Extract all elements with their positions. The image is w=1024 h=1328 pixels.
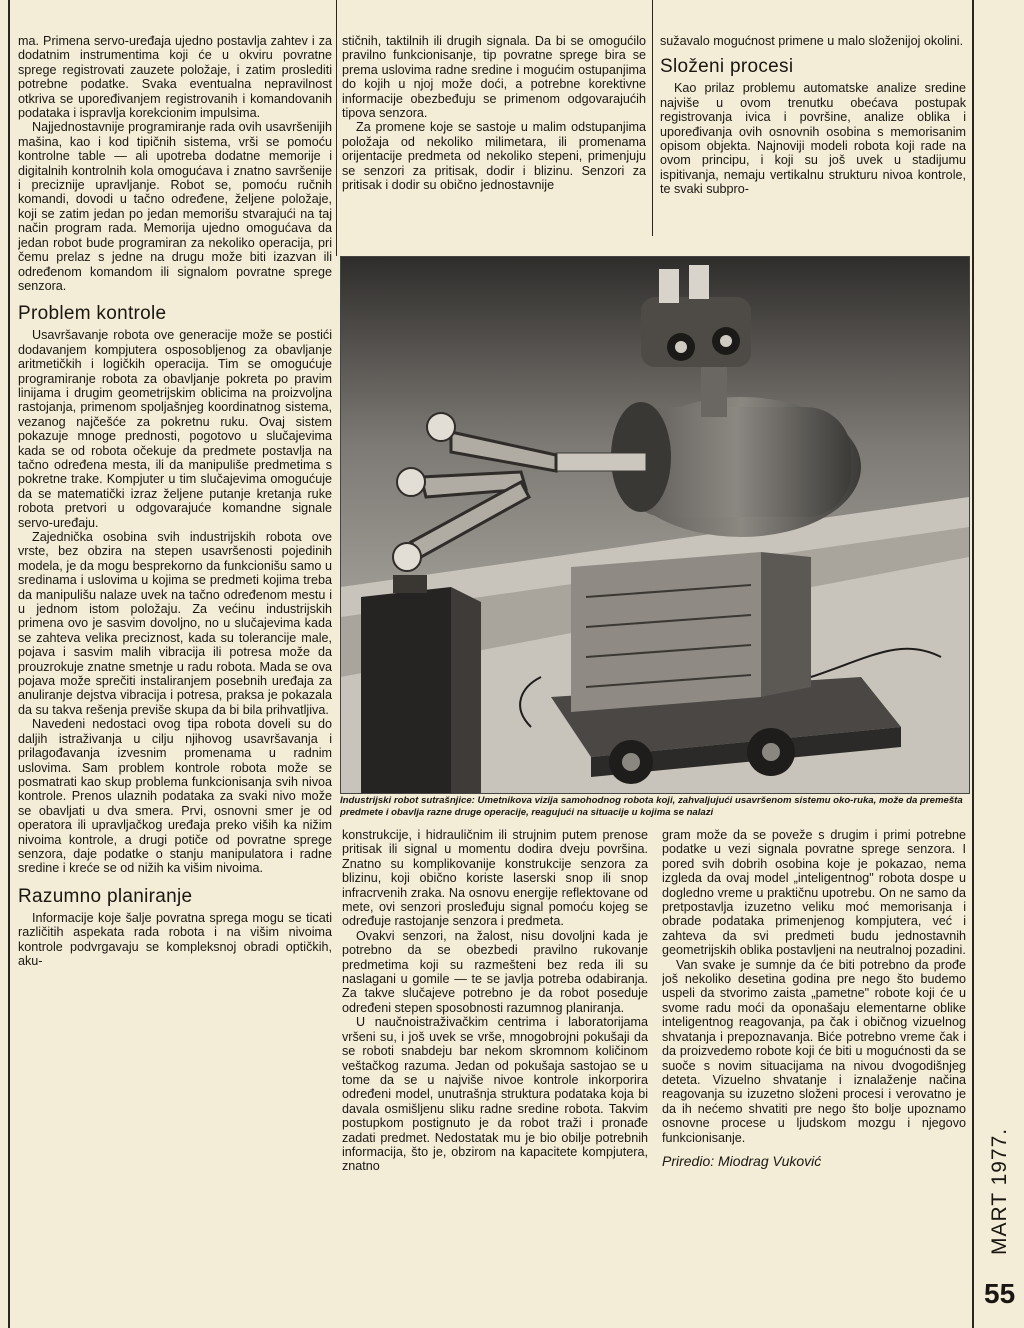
paragraph: Zajednička osobina svih industrijskih robota ove vrste, bez obzira na stepen usavršenosti pojedinih modela, je da mogu besprekorno da funkcionišu samo u sredinama i uslovima u kojima se predmeti kojima treba da manipulišu nalaze uvek na tačno određenom mestu i u jednom istom položaju. Za većinu industrijskih primena ovo je sasvim dovoljno, no u slučajevima kada se zahteva velika preciznost, kada su tolerancije male, pojava i sasvim malih vibracija ili potresa može da prouzrokuje znatne smetnje u radu robota. Mada se ova pojava može sprečiti instaliranjem posebnih uređaja za anuliranje dejstva vibracija i potresa, praksa je pokazala da su takva rešenja previše skupa da bi bila prihvatljiva. (18, 530, 332, 717)
column-3-top (660, 34, 966, 254)
column-1 (18, 34, 332, 1324)
column-5 (662, 828, 966, 1324)
paragraph: stičnih, taktilnih ili drugih signala. Da bi se omogućilo pravilno funkcionisanje, tip povratne sprege bira se prema uslovima radne sredine i mogućim ostupanjima do kojih u njoj može doći, a potrebne korektivne informacije obezbeđuju se primenom odgovarajućih tipova senzora. (342, 34, 646, 121)
column-rule-right (972, 0, 974, 1328)
paragraph: sužavalo mogućnost primene u malo složenijoj okolini. (660, 34, 964, 48)
column-rule-mid2 (652, 0, 653, 236)
section-heading: Razumno planiranje (18, 885, 193, 907)
paragraph: Van svake je sumnje da će biti potrebno da prođe još nekoliko desetina godina pre nego što budemo uspeli da stvorimo zaista „pametne" robote koji će u svome radu moći da oponašaju elementarne oblike inteligentnog reagovanja, pa čak i običnog vizuelnog shvatanja i prepoznavanja. Biće potrebno vreme čak i da proizvedemo robote koji će biti u mogućnosti da se suoče s novim situacijama na nivou dvogodišnjeg deteta. Vizuelno shvatanje i iznalaženje načina reagovanja su izuzetno složeni procesi i verovatno je da ih nećemo shvatiti pre nego što bolje upoznamo osnovne procese u ljudskom mozgu i njegovo funkcionisanje. (662, 957, 966, 1145)
paragraph: konstrukcije, i hidrauličnim ili strujnim putem prenose pritisak ili signal u momentu dodira dveju površina. Znatno su komplikovanije konstrukcije senzora za blizinu, koji obično koriste laserski snop ili snop infracrvenih zraka. Na osnovu energije reflektovane od mete, ovi senzori prosleđuju signal pomoću kojeg se određuje rastojanje senzora i predmeta. (342, 828, 648, 929)
paragraph: ma. Primena servo-uređaja ujedno postavlja zahtev i za dodatnim instrumentima koji će u okviru povratne sprege registrovati zauzete položaje, i zatim proslediti potrebne podatke. Svaka eventualna nepravilnost otkriva se upoređivanjem registrovanih i komandovanih podataka i ispravlja korekcionim impulsima. (18, 34, 332, 121)
section-heading: Složeni procesi (660, 56, 794, 78)
page-number: 55 (984, 1278, 1016, 1309)
paragraph: Kao prilaz problemu automatske analize sredine najviše u ovom trenutku obećava postupak registrovanja ivica i površine, analize oblika i upoređivanja ovih osnovnih osobina s memorisanim opisom objekta. Najnoviji modeli robota koji rade na ovom principu, i koji su još uvek u stadijumu ispitivanja, nemaju vertikalnu strukturu nivoa kontrole, te svaki subpro- (660, 81, 966, 197)
figure-caption: Industrijski robot sutrašnjice: Umetnikova vizija samohodnog robota koji, zahvaljujući usavršenom sistemu oko-ruka, može da premešta predmete i obavlja razne druge operacije, reagujući na situacije u kojima se nalazi (340, 795, 963, 818)
paragraph: Najjednostavnije programiranje rada ovih usavršenijih mašina, kao i kod tipičnih sistema, vrši se pomoću kontrolne table — ali upotreba dodatne memorije i digitalnih kontrolnih kola omogućava i znatno savršenije i preciznije upravljanje. Robot se, pomoću ručnih komandi, dovodi u tačno određene, željene položaje, koji se zatim jedan po jedan memorišu stvarajući na taj način program rada. Memorija ujedno omogućava da jedan robot bude programiran za nekoliko operacija, pri čemu prelaz s jedne na drugu može biti izazvan ili određenom komandom ili signalom povratne sprege senzora. (18, 120, 332, 293)
column-rule-left (8, 0, 10, 1328)
column-4 (342, 828, 648, 1324)
paragraph: Navedeni nedostaci ovog tipa robota doveli su do daljih istraživanja u cilju njihovog usavršavanja i prilagođavanja izvesnim promenama u radnim uslovima. Sam problem kontrole robota može se posmatrati kao skup problema funkcionisanja svih nivoa kontrole. Prenos ulaznih podataka za svaki nivo može se obavljati u dva smera. Prvi, osnovni smer je od operatora ili upravljačkog uređaja preko viših ka nižim nivoima kontrole, a drugi potiče od povratne sprege senzora, daje podatke o stanju manipulatora i radne sredine i kreće se od nižih ka višim nivoima. (18, 717, 332, 876)
paragraph: gram može da se poveže s drugim i primi potrebne podatke u vezi signala povratne sprege senzora. I pored svih dobrih osobina koje je pokazao, nema izgleda da ovaj model „inteligentnog" robota dospe u dogledno vreme u praktičnu upotrebu. On ne samo da pretpostavlja izuzetno veliku moć memorisanja i obrade podataka primenjenog kompjutera, već i zahteva da svi predmeti budu jednostavnih geometrijskih oblika postavljeni na neutralnoj pozadini. (662, 828, 966, 958)
paragraph: Ovakvi senzori, na žalost, nisu dovoljni kada je potrebno da se obezbedi pravilno rukovanje predmetima koji su razmešteni bez reda ili su naslagani u gomile — te se javlja potreba odabiranja. Za takve slučajeve potrebno je da robot poseduje određeni stepen sposobnosti razumnog planiranja. (342, 928, 648, 1015)
author-credit: Priredio: Miodrag Vuković (662, 1152, 822, 1169)
column-rule-mid (336, 0, 337, 256)
paragraph: Usavršavanje robota ove generacije može se postići dodavanjem kompjutera osposobljenog za obavljanje aritmetičkih i logičkih operacija. Tim se omogućuje programiranje robota za obavljanje pokreta po pravim linijama i drugim geometrijskim oblicima na proizvoljna rastojanja, primenom spoljašnjeg koordinatnog sistema, vezanog najčešće za pokretnu ruku. Ovaj sistem pokazuje mnoge prednosti, pogotovo u slučajevima kada se od robota očekuje da predmete postavlja na tačno određena mesta, ili da manipuliše predmetima s pokretne trake. Kompjuter u tim slučajevima omogućuje da se matematički izraz željene putanje kretanja ruke robota pretvori u odgovarajuće komandne signale servo-uređaju. (18, 328, 332, 530)
paragraph: Informacije koje šalje povratna sprega mogu se ticati različitih aspekata rada robota i na višim nivoima kontrole podvrgavaju se kompleksnoj obradi optičkih, aku- (18, 910, 332, 968)
section-heading: Problem kontrole (18, 303, 167, 325)
paragraph: Za promene koje se sastoje u malim odstupanjima položaja od nekoliko milimetara, ili promenama orijentacije predmeta od nekoliko stepeni, primenjuju se senzori za pritisak, dodir i blizinu. Senzori za pritisak i dodir su obično jednostavnije (342, 120, 646, 193)
issue-date: MART 1977. (988, 1127, 1011, 1255)
robot-drawing-icon (341, 257, 969, 793)
robot-illustration (340, 256, 970, 794)
column-2-top (342, 34, 646, 254)
paragraph: U naučnoistraživačkim centrima i laboratorijama vršeni su, i još uvek se vrše, mnogobrojni pokušaji da se roboti snabdeju bar nekom skromnom količinom veštačkog razuma. Jedan od pokušaja sastojao se u tome da se u najviše nivoe kontrole inkorporira određeni model, unutrašnja struktura podataka koja bi davala osmišljenu sliku radne sredine robota. Takvim postupkom postignuto je da robot traži i pronađe zadati predmet. Nedostatak mu je bio obilje potrebnih informacija, što je, obzirom na kapacitete kompjutera, znatno (342, 1015, 648, 1174)
